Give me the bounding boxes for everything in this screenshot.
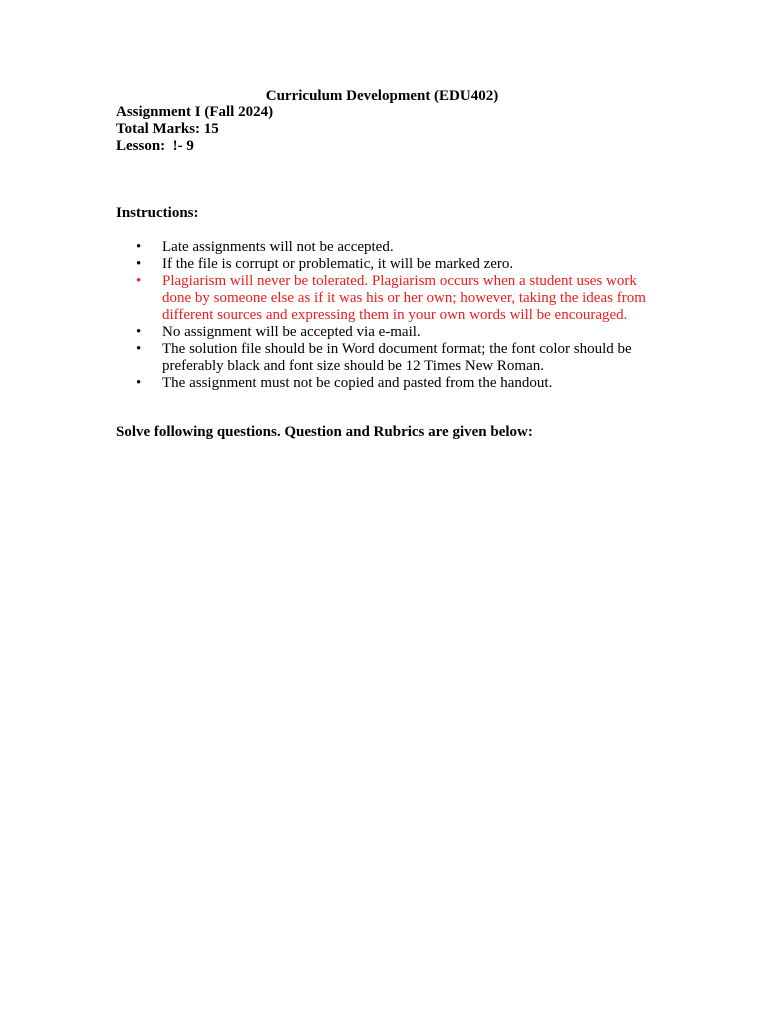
total-marks: Total Marks: 15 [116, 121, 219, 137]
instruction-text: If the file is corrupt or problematic, it will be marked zero. [162, 256, 514, 272]
bullet-icon: • [136, 341, 142, 357]
instruction-item-copy [116, 375, 656, 392]
instructions-heading: Instructions: [116, 205, 199, 221]
instruction-item-email [116, 324, 656, 341]
instruction-item-format [116, 341, 656, 375]
lesson-range: Lesson: !- 9 [116, 138, 194, 154]
instruction-text: The assignment must not be copied and pasted from the handout. [162, 375, 553, 391]
instruction-text: Late assignments will not be accepted. [162, 239, 394, 255]
course-title: Curriculum Development (EDU402) [265, 88, 499, 104]
instructions-list [116, 239, 656, 392]
instruction-item-late [116, 239, 656, 256]
bullet-icon: • [136, 375, 142, 391]
bullet-icon: • [136, 273, 142, 289]
instruction-item-plagiarism [116, 273, 656, 324]
bullet-icon: • [136, 324, 142, 340]
instruction-text: No assignment will be accepted via e-mail. [162, 324, 421, 340]
assignment-title: Assignment I (Fall 2024) [116, 104, 274, 120]
instruction-text: Plagiarism will never be tolerated. Plagiarism occurs when a student uses work done by someone else as if it was his or her own; however, taking the ideas from different sources and expressing them in your own words will be encouraged. [162, 273, 646, 323]
bullet-icon: • [136, 239, 142, 255]
bullet-icon: • [136, 256, 142, 272]
instruction-text: The solution file should be in Word document format; the font color should be preferably black and font size should be 12 Times New Roman. [162, 341, 632, 374]
solve-questions-heading: Solve following questions. Question and Rubrics are given below: [116, 424, 533, 440]
instruction-item-corrupt-file [116, 256, 656, 273]
